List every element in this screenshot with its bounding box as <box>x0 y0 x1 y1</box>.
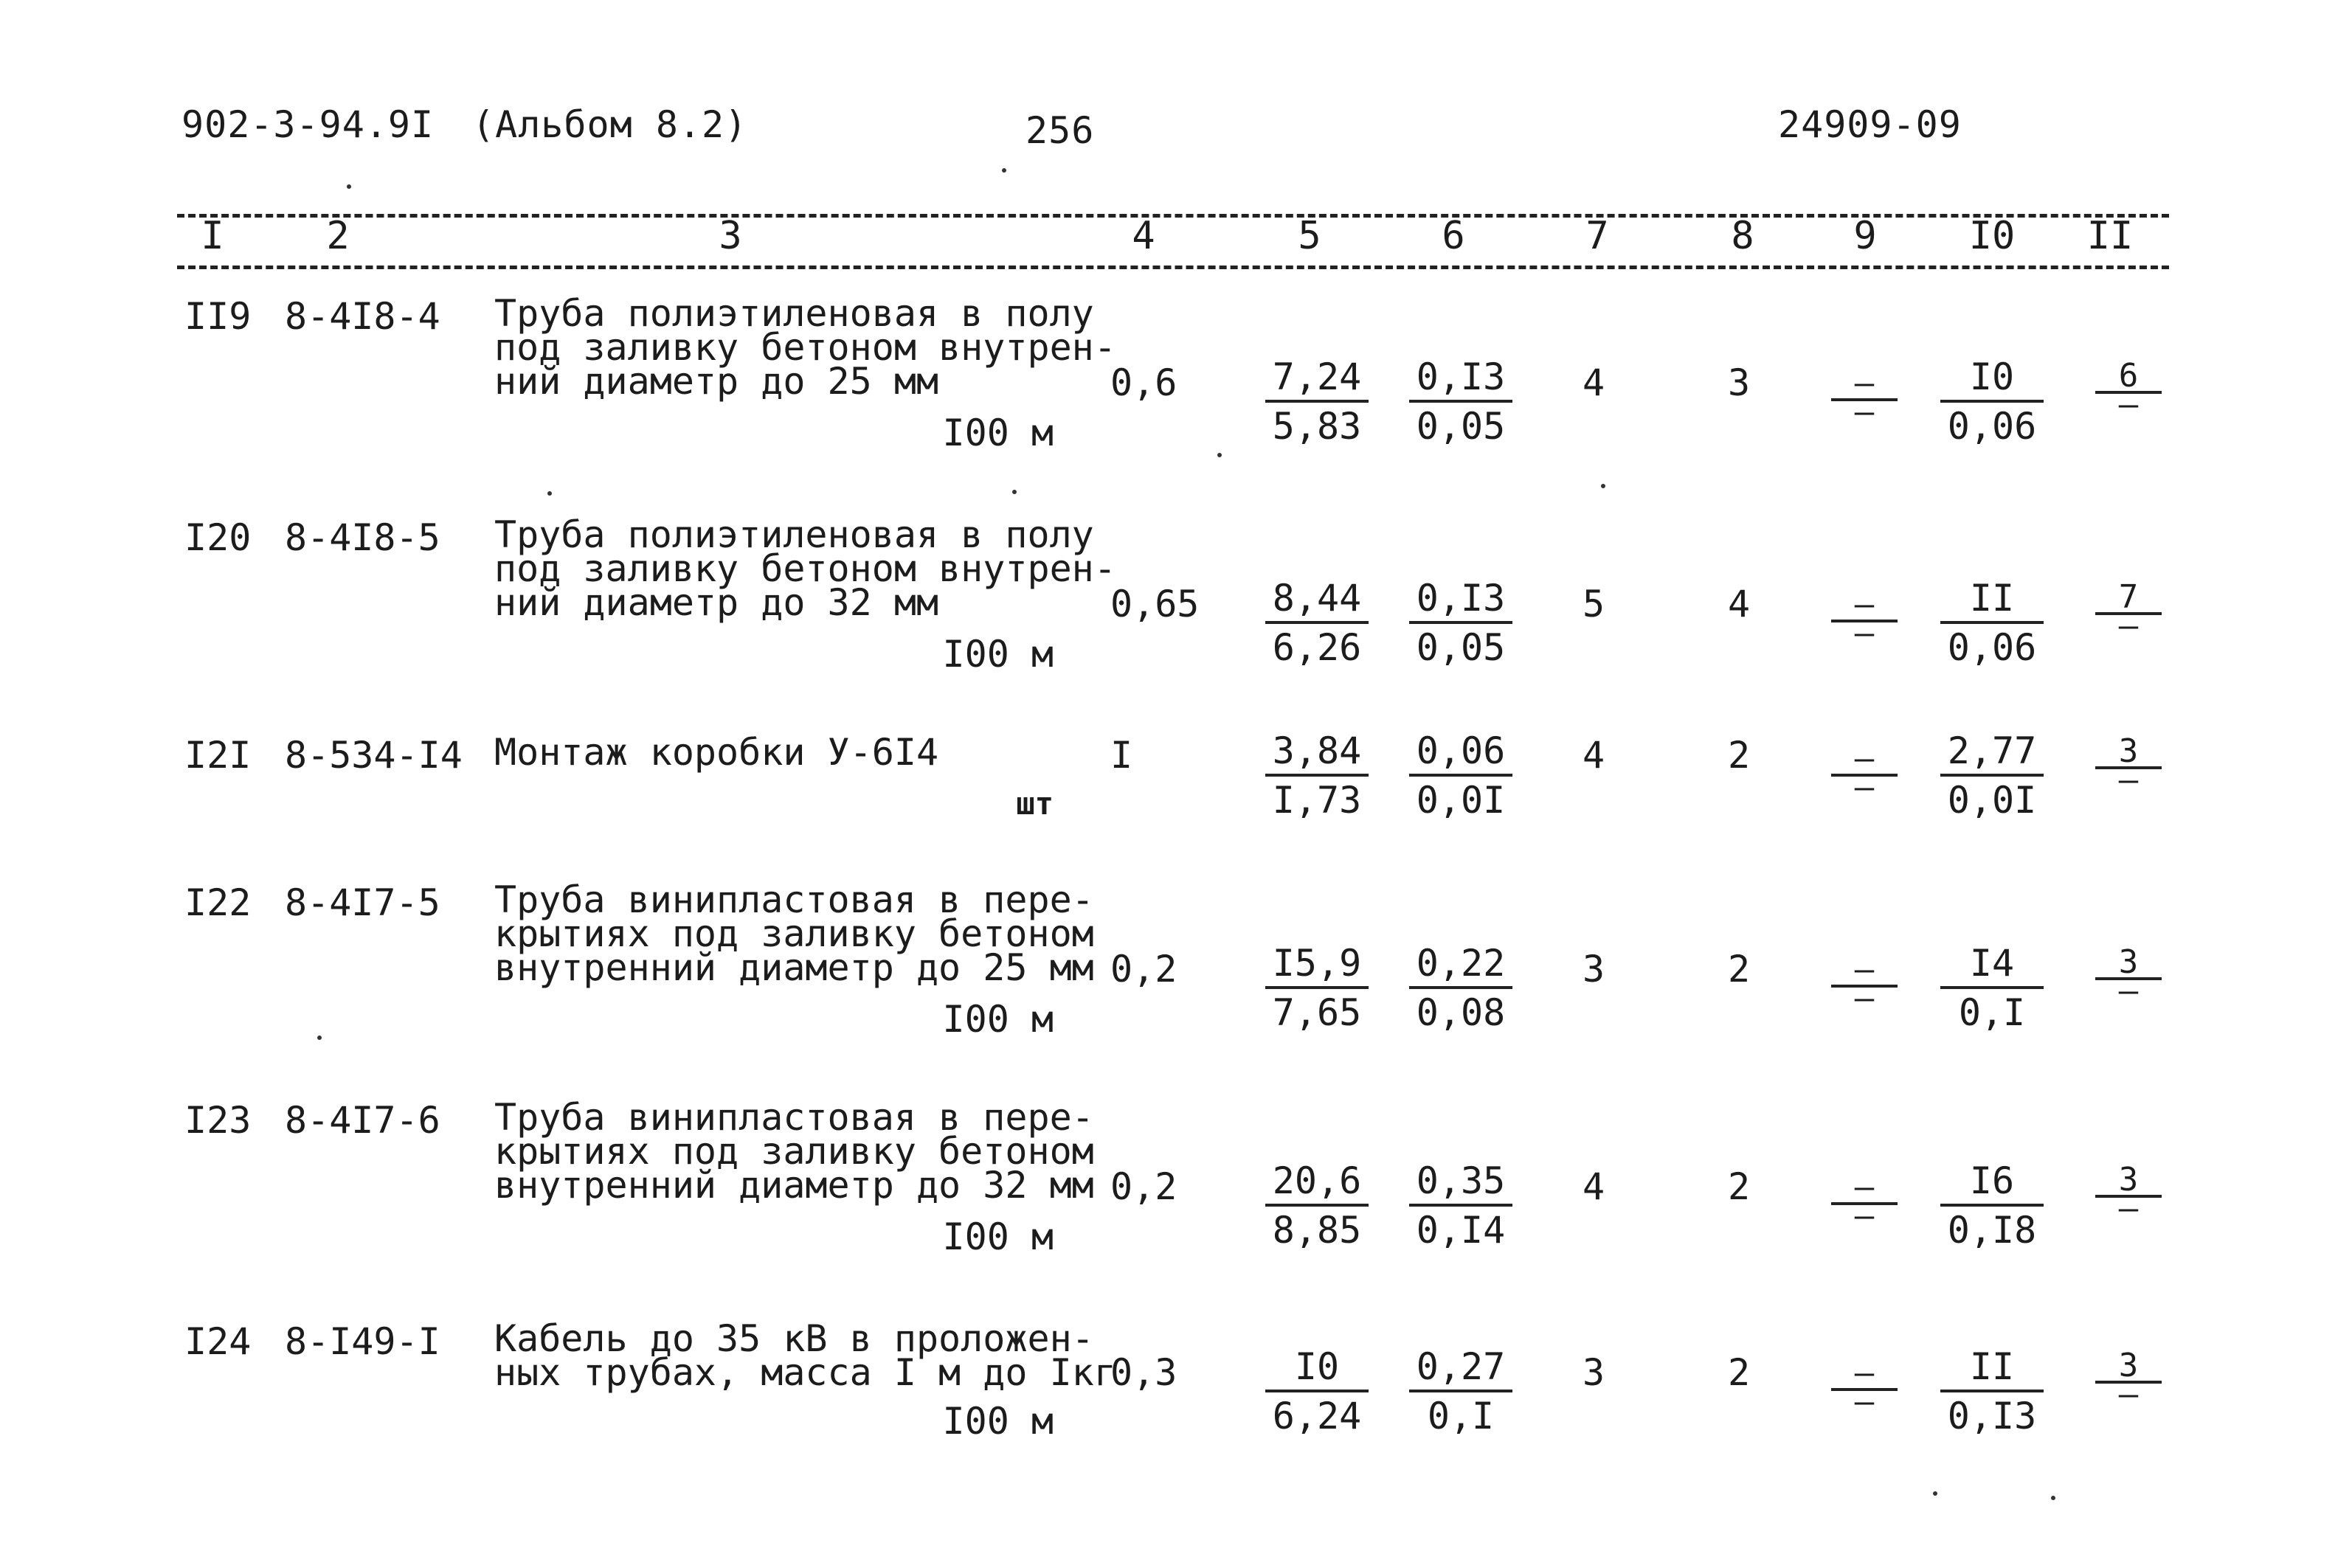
description-line: ний диаметр до 25 мм <box>494 360 939 403</box>
col5-fraction: $\frac{20,6}{8,85}$ <box>1265 1159 1369 1254</box>
col-header-6: 6 <box>1442 214 1465 258</box>
scan-speck <box>2051 1496 2055 1500</box>
col8-value: 4 <box>1728 583 1751 625</box>
album-label: (Альбом 8.2) <box>472 103 748 146</box>
header-rule-bottom <box>177 266 2169 269</box>
description-line: под заливку бетоном внутрен- <box>494 326 1116 369</box>
description-line: Монтаж коробки У-6I4 <box>494 731 939 774</box>
col7-value: 4 <box>1583 361 1605 404</box>
col8-value: 3 <box>1728 361 1751 404</box>
row-number: I22 <box>184 881 252 924</box>
work-description <box>494 513 1116 624</box>
col9-fraction: – – <box>1831 590 1898 645</box>
col5-fraction: $\frac{7,24}{5,83}$ <box>1265 355 1369 450</box>
col-header-5: 5 <box>1298 214 1321 258</box>
col5-fraction: $\frac{3,84}{I,73}$ <box>1265 729 1369 824</box>
row-number: II9 <box>184 295 252 338</box>
rate-code: 8-I49-I <box>285 1320 440 1363</box>
col9-fraction: – – <box>1831 1173 1898 1227</box>
col9-fraction: – – <box>1831 744 1898 799</box>
scan-speck <box>1002 168 1006 173</box>
col10-fraction: $\frac{II}{0,06}$ <box>1940 577 2044 671</box>
scan-speck <box>547 491 552 496</box>
row-number: I2I <box>184 734 252 777</box>
col-header-3: 3 <box>719 214 742 258</box>
col-header-11: II <box>2086 214 2134 258</box>
row-number: I23 <box>184 1099 252 1142</box>
table-row <box>0 513 2352 708</box>
scan-speck <box>1217 453 1222 457</box>
quantity: 0,65 <box>1110 583 1200 625</box>
col5-fraction: $\frac{8,44}{6,26}$ <box>1265 577 1369 671</box>
col-header-4: 4 <box>1132 214 1155 258</box>
work-description <box>494 1317 1116 1394</box>
col11-fraction: 6 – <box>2095 361 2162 416</box>
col-header-9: 9 <box>1853 214 1877 258</box>
col8-value: 2 <box>1728 948 1751 991</box>
unit-of-measure: шт <box>1016 785 1054 822</box>
col10-fraction: $\frac{I6}{0,I8}$ <box>1940 1159 2044 1254</box>
rate-code: 8-4I7-5 <box>285 881 440 924</box>
scan-speck <box>1933 1491 1937 1496</box>
quantity: 0,2 <box>1110 1165 1177 1208</box>
quantity: 0,2 <box>1110 948 1177 991</box>
col7-value: 4 <box>1583 1165 1605 1208</box>
col6-fraction: $\frac{0,22}{0,08}$ <box>1409 942 1512 1036</box>
col7-value: 3 <box>1583 948 1605 991</box>
table-row <box>0 292 2352 487</box>
col6-fraction: $\frac{0,I3}{0,05}$ <box>1409 577 1512 671</box>
description-line: Труба полиэтиленовая в полу <box>494 292 1094 335</box>
table-row <box>0 878 2352 1073</box>
description-line: крытиях под заливку бетоном <box>494 912 1094 955</box>
col10-fraction: $\frac{I4}{0,I}$ <box>1940 942 2044 1036</box>
col-header-7: 7 <box>1585 214 1609 258</box>
description-line: Труба винипластовая в пере- <box>494 1096 1094 1139</box>
col9-fraction: – – <box>1831 1359 1898 1413</box>
col10-fraction: $\frac{2,77}{0,0I}$ <box>1940 729 2044 824</box>
col-header-10: I0 <box>1968 214 2016 258</box>
col-header-8: 8 <box>1731 214 1754 258</box>
quantity: 0,3 <box>1110 1351 1177 1394</box>
col10-fraction: $\frac{I0}{0,06}$ <box>1940 355 2044 450</box>
rate-code: 8-4I8-5 <box>285 516 440 559</box>
scan-speck <box>1601 484 1605 488</box>
col-header-2: 2 <box>326 214 350 258</box>
col8-value: 2 <box>1728 1165 1751 1208</box>
col8-value: 2 <box>1728 734 1751 777</box>
col7-value: 3 <box>1583 1351 1605 1394</box>
work-description <box>494 1096 1094 1207</box>
col7-value: 5 <box>1583 583 1605 625</box>
col9-fraction: – – <box>1831 955 1898 1010</box>
col7-value: 4 <box>1583 734 1605 777</box>
doc-code: 902-3-94.9I <box>181 103 435 146</box>
description-line: ных трубах, масса I м до Iкг <box>494 1351 1116 1394</box>
quantity: 0,6 <box>1110 361 1177 404</box>
description-line: Труба полиэтиленовая в полу <box>494 513 1094 556</box>
description-line: внутренний диаметр до 25 мм <box>494 946 1094 989</box>
quantity: I <box>1110 734 1133 777</box>
rate-code: 8-534-I4 <box>285 734 463 777</box>
col5-fraction: $\frac{I5,9}{7,65}$ <box>1265 942 1369 1036</box>
col6-fraction: $\frac{0,27}{0,I}$ <box>1409 1345 1512 1440</box>
scan-speck <box>347 184 351 189</box>
col9-fraction: – – <box>1831 369 1898 423</box>
col6-fraction: $\frac{0,35}{0,I4}$ <box>1409 1159 1512 1254</box>
description-line: под заливку бетоном внутрен- <box>494 547 1116 590</box>
description-line: Кабель до 35 кВ в проложен- <box>494 1317 1094 1360</box>
description-line: ний диаметр до 32 мм <box>494 581 939 624</box>
description-line: крытиях под заливку бетоном <box>494 1130 1094 1173</box>
col11-fraction: 3 – <box>2095 737 2162 791</box>
unit-of-measure: I00 м <box>942 1400 1054 1443</box>
rate-code: 8-4I8-4 <box>285 295 440 338</box>
unit-of-measure: I00 м <box>942 1215 1054 1258</box>
work-description <box>494 878 1094 989</box>
col11-fraction: 3 – <box>2095 1165 2162 1220</box>
description-line: Труба винипластовая в пере- <box>494 878 1094 921</box>
scan-speck <box>317 1035 322 1040</box>
row-number: I24 <box>184 1320 252 1363</box>
table-row <box>0 1096 2352 1291</box>
sheet-code: 24909-09 <box>1778 103 1962 146</box>
work-description <box>494 731 1077 774</box>
col8-value: 2 <box>1728 1351 1751 1394</box>
col6-fraction: $\frac{0,06}{0,0I}$ <box>1409 729 1512 824</box>
scan-speck <box>1012 490 1017 494</box>
page-number: 256 <box>1025 109 1095 152</box>
col6-fraction: $\frac{0,I3}{0,05}$ <box>1409 355 1512 450</box>
col11-fraction: 3 – <box>2095 948 2162 1002</box>
col5-fraction: $\frac{I0}{6,24}$ <box>1265 1345 1369 1440</box>
col11-fraction: 3 – <box>2095 1351 2162 1406</box>
col-header-1: I <box>201 214 224 258</box>
col11-fraction: 7 – <box>2095 583 2162 637</box>
row-number: I20 <box>184 516 252 559</box>
work-description <box>494 292 1116 403</box>
unit-of-measure: I00 м <box>942 998 1054 1041</box>
description-line: внутренний диаметр до 32 мм <box>494 1164 1094 1207</box>
table-row <box>0 1317 2352 1512</box>
unit-of-measure: I00 м <box>942 412 1054 454</box>
rate-code: 8-4I7-6 <box>285 1099 440 1142</box>
unit-of-measure: I00 м <box>942 633 1054 676</box>
col10-fraction: $\frac{II}{0,I3}$ <box>1940 1345 2044 1440</box>
